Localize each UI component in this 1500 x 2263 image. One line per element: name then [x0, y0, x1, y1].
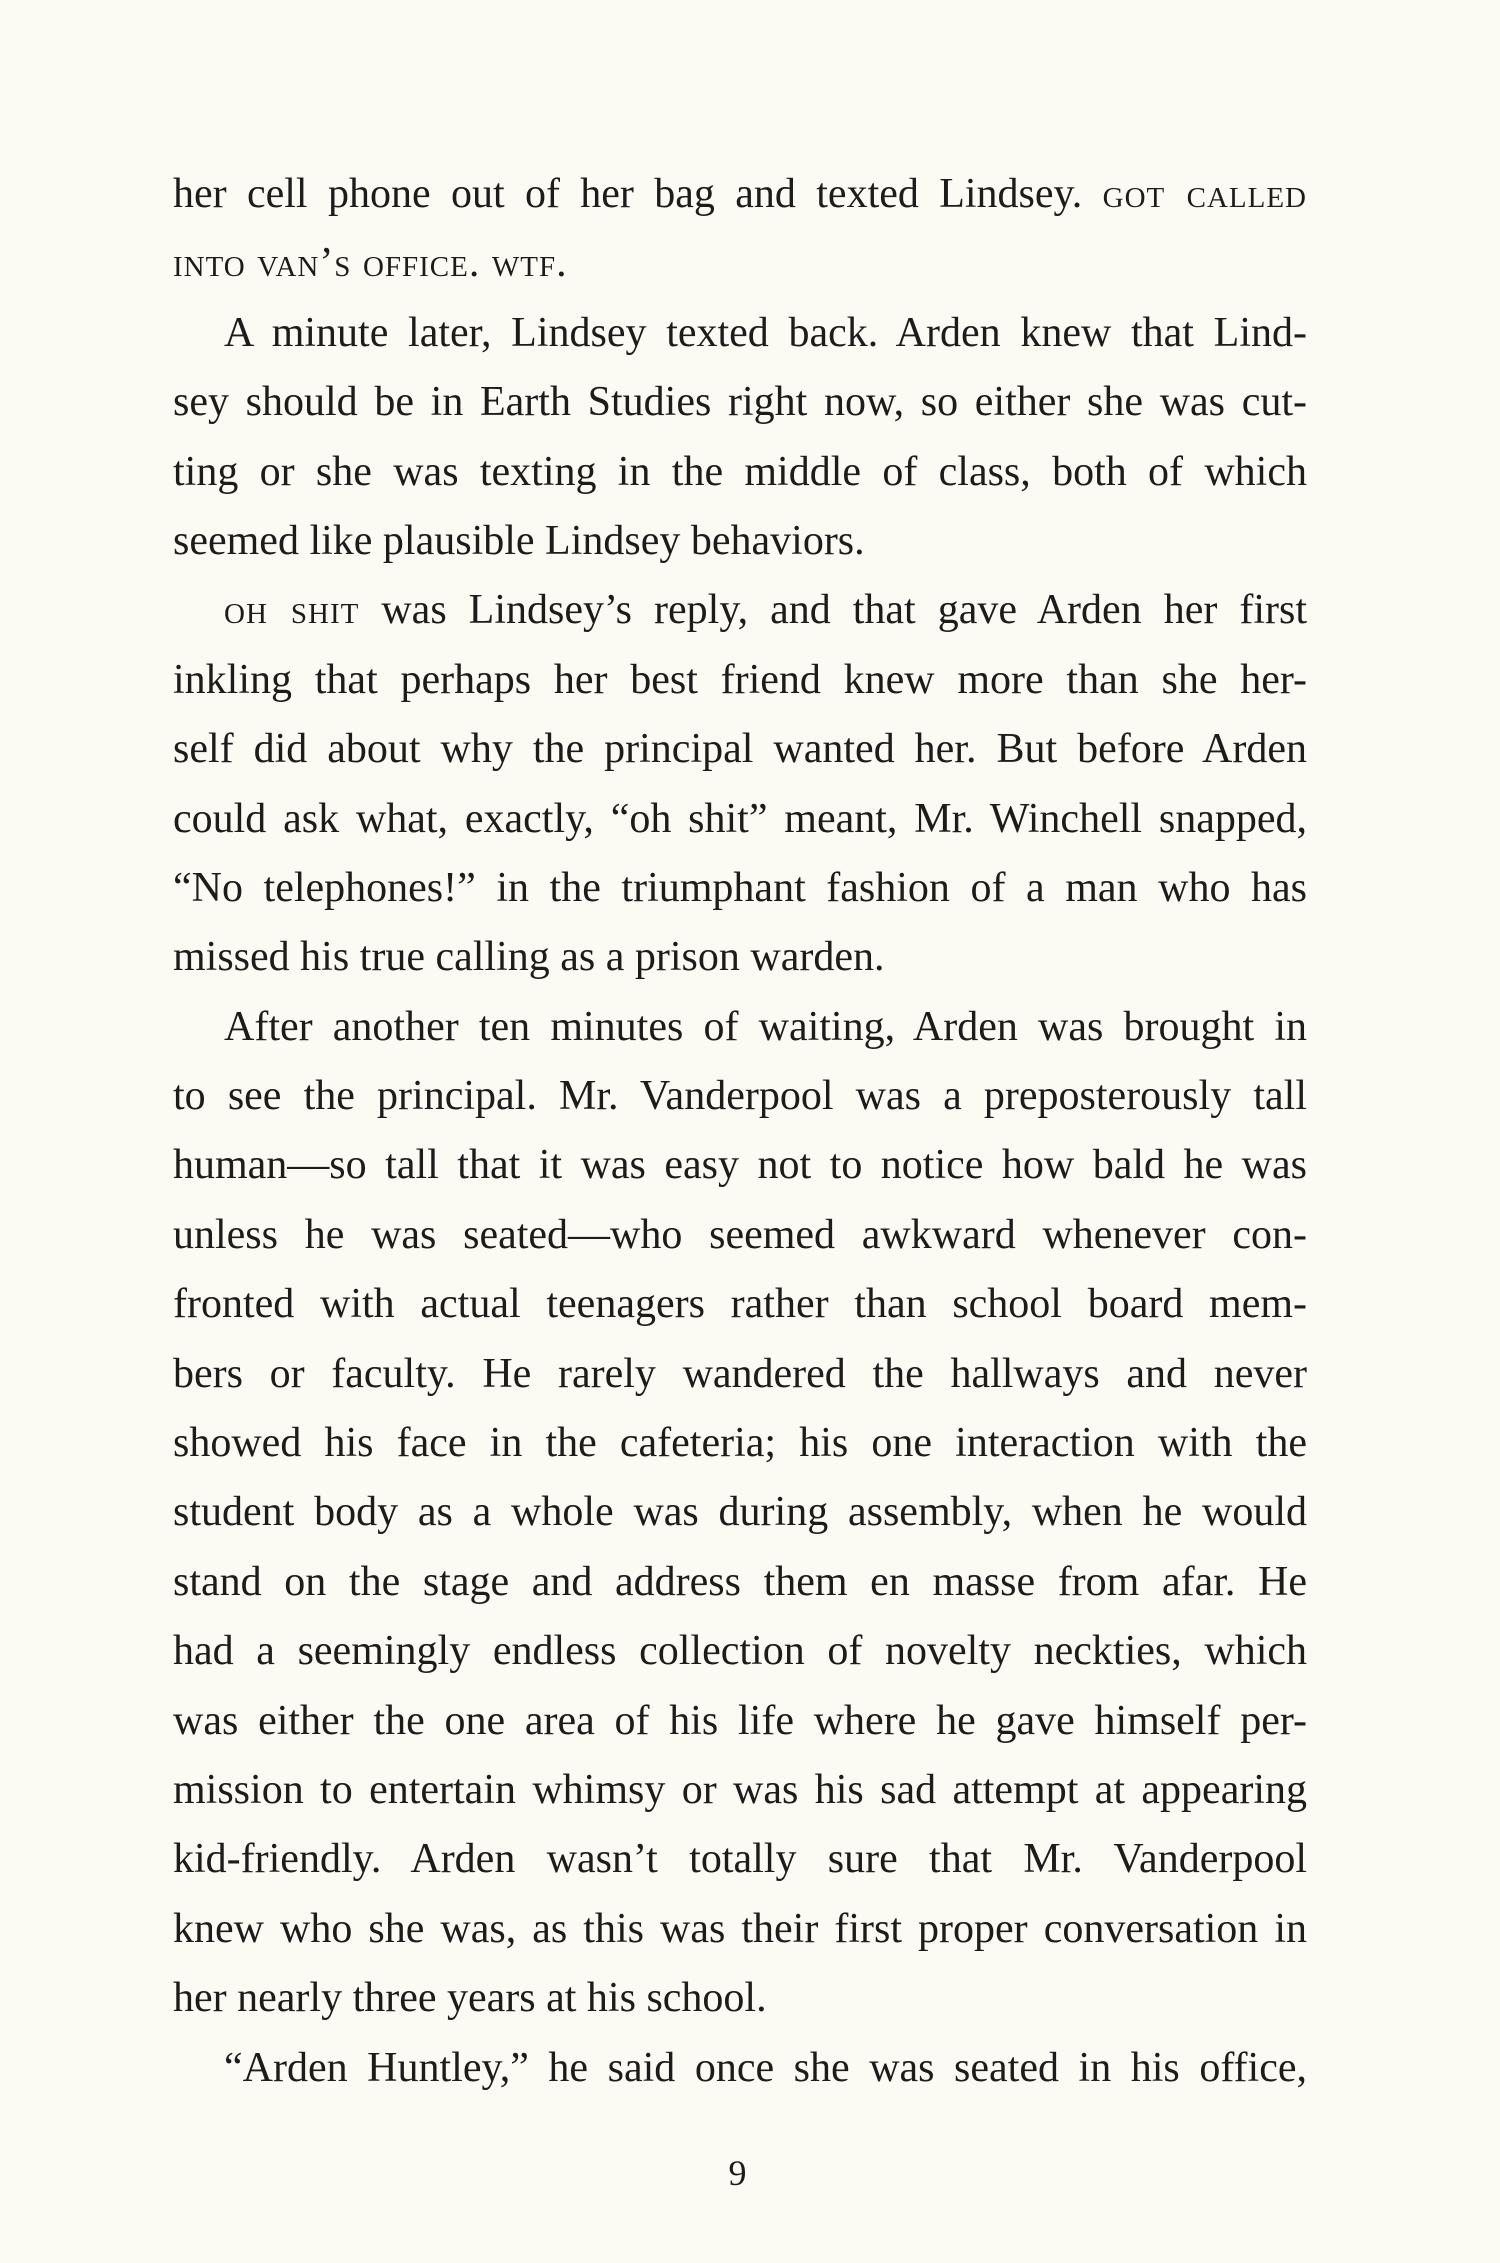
- text-segment: knew who she was, as this was their first proper conversation in: [173, 1905, 1307, 1952]
- text-segment: seemed like plausible Lindsey behaviors.: [173, 517, 865, 564]
- text-line: [173, 1131, 1307, 1200]
- text-segment: could ask what, exactly, “oh shit” meant, Mr. Winchell snapped,: [173, 795, 1307, 842]
- text-line: [173, 785, 1307, 854]
- text-line: [173, 993, 1307, 1062]
- text-line: [173, 1340, 1307, 1409]
- text-line: [173, 646, 1307, 715]
- text-line: [173, 299, 1307, 368]
- text-segment: unless he was seated—who seemed awkward whenever con-: [173, 1211, 1307, 1258]
- text-segment: human—so tall that it was easy not to notice how bald he was: [173, 1142, 1307, 1189]
- text-line: [173, 1756, 1307, 1825]
- text-segment: stand on the stage and address them en masse from afar. He: [173, 1558, 1307, 1605]
- text-line: [173, 1895, 1307, 1964]
- text-line: [173, 368, 1307, 437]
- text-segment: fronted with actual teenagers rather than school board mem-: [173, 1281, 1307, 1328]
- text-segment: had a seemingly endless collection of novelty neckties, which: [173, 1628, 1307, 1675]
- text-line: [173, 438, 1307, 507]
- text-line: [173, 1062, 1307, 1131]
- text-line: [173, 923, 1307, 992]
- text-segment: her nearly three years at his school.: [173, 1975, 767, 2022]
- text-segment: student body as a whole was during assembly, when he would: [173, 1489, 1307, 1536]
- text-segment: mission to entertain whimsy or was his sad attempt at appearing: [173, 1766, 1307, 1813]
- text-segment: “Arden Huntley,” he said once she was seated in his office,: [224, 2044, 1307, 2091]
- text-segment: self did about why the principal wanted her. But before Arden: [173, 726, 1307, 773]
- text-segment: inkling that perhaps her best friend knew more than she her-: [173, 656, 1307, 703]
- text-segment: her cell phone out of her bag and texted Lindsey.: [173, 171, 1103, 217]
- text-line: [173, 229, 1307, 298]
- text-line: [173, 576, 1307, 645]
- text-line: [173, 1270, 1307, 1339]
- text-line: [173, 854, 1307, 923]
- text-segment: “No telephones!” in the triumphant fashion of a man who has: [173, 864, 1307, 911]
- text-line: [173, 715, 1307, 784]
- text-line: [173, 1687, 1307, 1756]
- text-segment: After another ten minutes of waiting, Arden was brought in: [224, 1003, 1307, 1050]
- text-line: [173, 1478, 1307, 1547]
- small-caps-text: got called: [1102, 171, 1307, 217]
- text-line: [173, 160, 1307, 229]
- text-segment: ting or she was texting in the middle of class, both of which: [173, 448, 1307, 495]
- small-caps-text: oh shit: [224, 587, 360, 634]
- text-line: [173, 1964, 1307, 2033]
- text-segment: to see the principal. Mr. Vanderpool was a preposterously tall: [173, 1073, 1307, 1120]
- page-number: 9: [728, 2153, 747, 2193]
- text-line: [173, 2034, 1307, 2103]
- text-line: [173, 1201, 1307, 1270]
- text-segment: was either the one area of his life where he gave himself per-: [173, 1697, 1307, 1744]
- text-segment: bers or faculty. He rarely wandered the hallways and never: [173, 1350, 1307, 1397]
- text-segment: A minute later, Lindsey texted back. Arden knew that Lind-: [224, 309, 1307, 356]
- text-line: [173, 1825, 1307, 1894]
- text-segment: was Lindsey’s reply, and that gave Arden her first: [359, 587, 1307, 634]
- text-line: [173, 1409, 1307, 1478]
- text-segment: kid-friendly. Arden wasn’t totally sure that Mr. Vanderpool: [173, 1836, 1307, 1883]
- text-line: [173, 1617, 1307, 1686]
- text-segment: showed his face in the cafeteria; his one interaction with the: [173, 1420, 1307, 1467]
- text-line: [173, 1548, 1307, 1617]
- text-segment: sey should be in Earth Studies right now, so either she was cut-: [173, 379, 1307, 426]
- small-caps-text: into van’s office. wtf.: [173, 240, 568, 287]
- text-segment: missed his true calling as a prison warden.: [173, 934, 885, 981]
- text-line: [173, 507, 1307, 576]
- body-text: [173, 160, 1307, 2103]
